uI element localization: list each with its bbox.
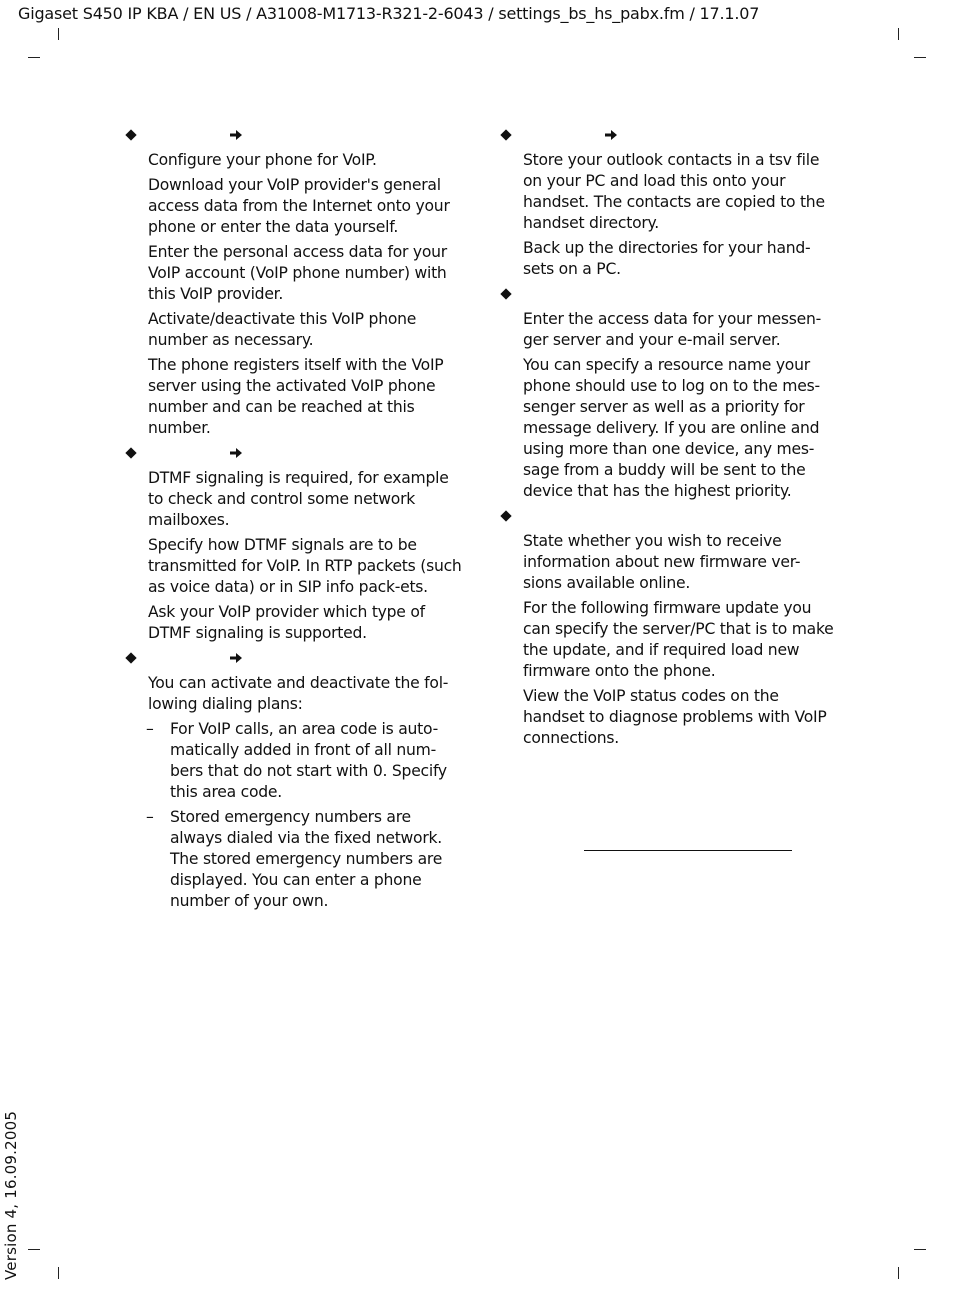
crop-mark [58,28,59,40]
dtmf-paragraph: Specify how DTMF signals are to be transmitted for VoIP. In RTP packets (such as voice data) or in SIP info pack-ets. [148,536,462,596]
right-arrow-icon [604,128,618,142]
dialing-plan-item [146,807,464,912]
crop-mark [28,1249,40,1250]
dash-marker: – [146,720,154,738]
messenger-paragraph: Enter the access data for your messen-ger server and your e-mail server. [523,310,821,349]
dialing-plan-item [146,719,464,803]
voip-paragraph: Enter the personal access data for your VoIP account (VoIP phone number) with this VoIP provider. [148,243,447,303]
dtmf-paragraph: Ask your VoIP provider which type of DTMF signaling is supported. [148,603,425,642]
directory-paragraph: Back up the directories for your hand-sets on a PC. [523,239,811,278]
voip-paragraph: The phone registers itself with the VoIP server using the activated VoIP phone number and can be reached at this number. [148,356,444,437]
crop-mark [898,28,899,40]
footnote-rule [584,850,792,851]
diamond-bullet-icon [125,652,136,663]
dialing-plan-text: Stored emergency numbers are always dialed via the fixed network. The stored emergency numbers are displayed. You can enter a phone number of your own. [170,808,443,910]
crop-mark [898,1267,899,1279]
dash-marker: – [146,808,154,826]
diamond-bullet-icon [500,129,511,140]
voip-paragraph: Configure your phone for VoIP. [148,151,377,169]
page-header: Gigaset S450 IP KBA / EN US / A31008-M1713-R321-2-6043 / settings_bs_hs_pabx.fm / 17.1.07 [18,4,760,23]
dtmf-paragraph: DTMF signaling is required, for example to check and control some network mailboxes. [148,469,449,529]
dialing-section-heading [124,648,464,669]
dtmf-section-heading [124,443,464,464]
voip-paragraph: Activate/deactivate this VoIP phone number as necessary. [148,310,417,349]
directory-paragraph: Store your outlook contacts in a tsv file on your PC and load this onto your handset. The contacts are copied to the handset directory. [523,151,825,232]
misc-paragraph: State whether you wish to receive information about new firmware ver-sions available online. [523,532,801,592]
dialing-plan-text: For VoIP calls, an area code is auto-matically added in front of all num-bers that do not start with 0. Specify this area code. [170,720,447,801]
voip-section-heading [124,125,464,146]
dialing-intro: You can activate and deactivate the fol-lowing dialing plans: [148,674,449,713]
voip-paragraph: Download your VoIP provider's general access data from the Internet onto your phone or enter the data yourself. [148,176,450,236]
misc-section-heading [499,506,839,527]
directory-section-heading [499,125,839,146]
misc-paragraph: View the VoIP status codes on the handset to diagnose problems with VoIP connections. [523,687,827,747]
diamond-bullet-icon [125,447,136,458]
diamond-bullet-icon [125,129,136,140]
misc-paragraph: For the following firmware update you can specify the server/PC that is to make the update, and if required load new firmware onto the phone. [523,599,834,680]
diamond-bullet-icon [500,510,511,521]
messenger-section-heading [499,284,839,305]
right-column [499,125,839,753]
left-column [124,125,464,916]
crop-mark [28,57,40,58]
right-arrow-icon [229,651,243,665]
diamond-bullet-icon [500,288,511,299]
right-arrow-icon [229,128,243,142]
crop-mark [914,1249,926,1250]
messenger-paragraph: You can specify a resource name your phone should use to log on to the mes-senger server as well as a priority for message delivery. If you are online and using more than one device, any mes-sage from a buddy will be sent to the device that has the highest priority. [523,356,820,500]
right-arrow-icon [229,446,243,460]
crop-mark [58,1267,59,1279]
crop-mark [914,57,926,58]
version-label: Version 4, 16.09.2005 [2,1110,20,1280]
